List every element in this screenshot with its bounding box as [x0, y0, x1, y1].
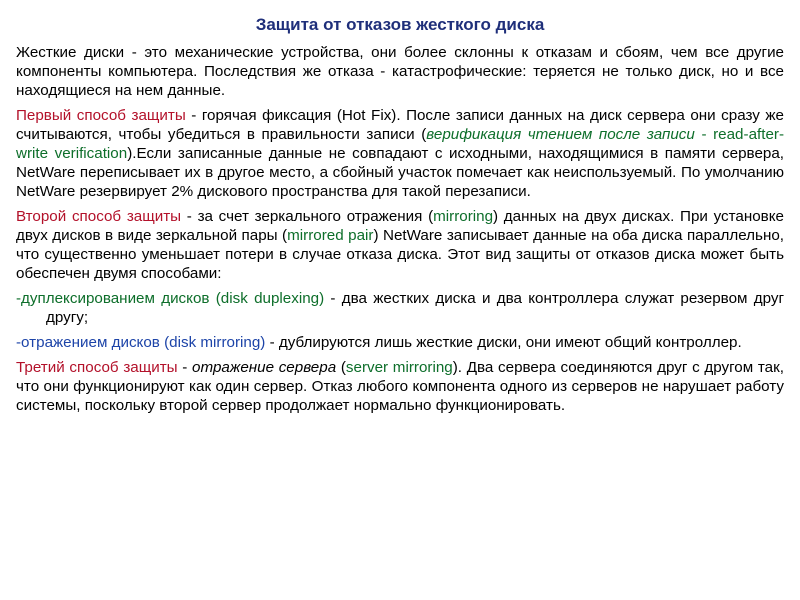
first-method-label: Первый способ защиты [16, 107, 186, 124]
first-method-text-1: - горячая фиксация (Hot Fix). После записи данных на диск сервера они сразу же считываются, чтобы убедиться в правильности записи ( [16, 107, 784, 143]
third-method-text-3: ). Два сервера соединяются друг с другом так, что они функционируют как один сервер. Отказ любого компонента одного из серверов не нарушает работу системы, поскольку второй сервер продолжает нормально функционировать. [16, 359, 784, 414]
first-method-term-sep: - [694, 126, 714, 143]
disk-mirroring-text: - дублируются лишь жесткие диски, они имеют общий контроллер. [265, 334, 742, 351]
first-method-text-2: ).Если записанные данные не совпадают с исходными, находящимися в памяти сервера, NetWare переписывает их в другое место, а сбойный участок помечает как неиспользуемый. По умолчанию NetWare резервирует 2% дискового пространства для такой перезаписи. [16, 145, 784, 200]
second-method-label: Второй способ защиты [16, 208, 182, 225]
third-method-term-en: server mirroring [345, 359, 453, 376]
slide-title: Защита от отказов жесткого диска [255, 15, 545, 34]
paragraph-disk-mirroring [16, 333, 784, 352]
paragraph-duplexing [16, 289, 784, 327]
first-method-term-en: read-after-write verification [16, 126, 785, 162]
second-method-text-3: ) NetWare записывает данные на оба диска параллельно, что существенно уменьшает потери в случае отказа диска. Этот вид защиты от отказов диска может быть обеспечен двумя способами: [16, 227, 785, 282]
second-method-term-mirroring: mirroring [433, 208, 494, 225]
disk-mirroring-label: -отражением дисков (disk mirroring) [16, 334, 266, 351]
second-method-text-1: - за счет зеркального отражения ( [181, 208, 434, 225]
third-method-text-2: ( [336, 359, 346, 376]
third-method-term-ru: отражение сервера [192, 359, 337, 376]
duplexing-label: -дуплексированием дисков (disk duplexing) [16, 290, 325, 307]
second-method-term-mirrored-pair: mirrored pair [287, 227, 374, 244]
duplexing-text: - два жестких диска и два контроллера служат резервом друг другу; [46, 290, 784, 326]
third-method-text-1: - [177, 359, 193, 376]
paragraph-third-method [16, 358, 784, 415]
paragraph-second-method [16, 207, 784, 283]
first-method-term-ru: верификация чтением после записи [426, 126, 695, 143]
paragraph-first-method [16, 106, 784, 201]
third-method-label: Третий способ защиты [16, 359, 178, 376]
paragraph-intro [16, 43, 784, 100]
second-method-text-2: ) данных на двух дисках. При установке двух дисков в виде зеркальной пары ( [16, 208, 784, 244]
intro-text: Жесткие диски - это механические устройства, они более склонны к отказам и сбоям, чем все другие компоненты компьютера. Последствия же отказа - катастрофические: теряется не только диск, но и все находящиеся на нем данные. [16, 44, 784, 99]
